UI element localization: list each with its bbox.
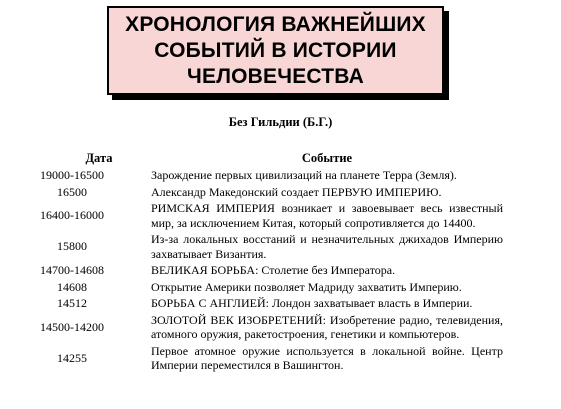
table-row	[0, 313, 561, 342]
row-date: 14500-14200	[40, 319, 104, 334]
title-line-1: ХРОНОЛОГИЯ ВАЖНЕЙШИХ	[125, 12, 426, 36]
table-row	[0, 201, 561, 230]
row-event: БОРЬБА С АНГЛИЕЙ: Лондон захватывает власть в Империи.	[151, 296, 473, 310]
column-header-event: Событие	[301, 151, 353, 165]
row-date: 19000-16500	[40, 168, 104, 182]
table-row	[0, 280, 561, 295]
title-line-3: ЧЕЛОВЕЧЕСТВА	[187, 64, 364, 88]
document-title	[125, 12, 426, 90]
row-event: ЗОЛОТОЙ ВЕК ИЗОБРЕТЕНИЙ: Изобретение радио, телевидения, атомного оружия, ракетостроения, генетики и компьютеров.	[151, 312, 503, 341]
row-date: 14700-14608	[40, 263, 104, 277]
row-event: Александр Македонский создает ПЕРВУЮ ИМПЕРИЮ.	[151, 184, 442, 199]
row-event: Зарождение первых цивилизаций на планете Терра (Земля).	[151, 168, 457, 182]
row-event: ВЕЛИКАЯ БОРЬБА: Столетие без Императора.	[151, 263, 396, 277]
table-row	[0, 232, 561, 261]
row-event: Открытие Америки позволяет Мадриду захватить Империю.	[151, 279, 462, 294]
row-date: 14255	[57, 350, 87, 365]
row-event: Из-за локальных восстаний и незначительных джихадов Империю захватывает Византия.	[151, 232, 503, 261]
author-line: Без Гильдии (Б.Г.)	[228, 115, 333, 129]
table-row	[0, 296, 561, 311]
row-date: 16500	[57, 184, 87, 199]
row-event: Первое атомное оружие используется в локальной войне. Центр Империи переместился в Вашингтон.	[151, 343, 503, 372]
row-event: РИМСКАЯ ИМПЕРИЯ возникает и завоевывает весь известный мир, за исключением Китая, который сопротивляется до 14400.	[151, 201, 503, 230]
table-row	[0, 344, 561, 373]
row-date: 16400-16000	[40, 208, 104, 223]
column-header-date: Дата	[85, 151, 113, 165]
chronology-table	[0, 168, 561, 375]
title-box	[107, 6, 444, 95]
row-date: 15800	[57, 239, 87, 254]
table-row	[0, 168, 561, 183]
table-row	[0, 185, 561, 200]
table-row	[0, 263, 561, 278]
title-line-2: СОБЫТИЙ В ИСТОРИИ	[154, 38, 397, 62]
row-date: 14608	[57, 279, 87, 294]
row-date: 14512	[57, 296, 87, 310]
